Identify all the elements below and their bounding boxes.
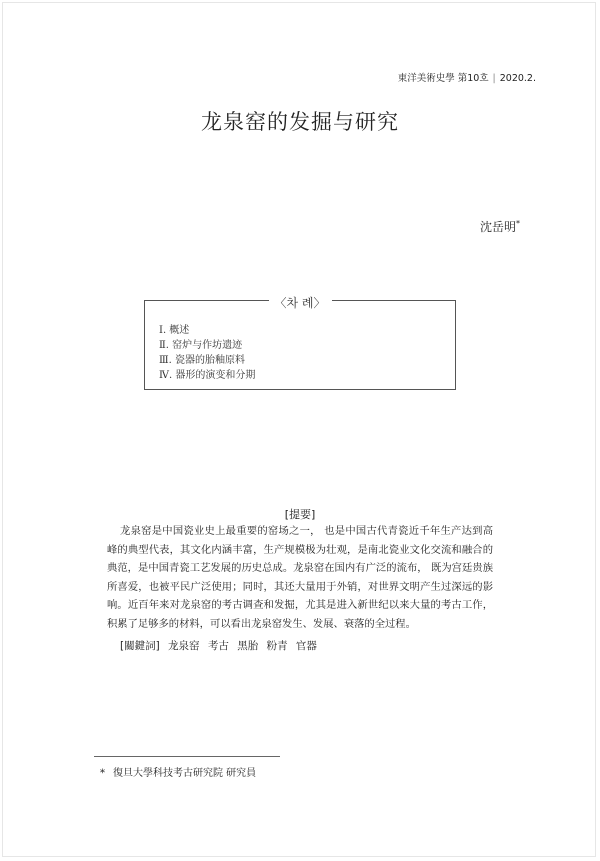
keyword-2: 考古 [207,640,229,652]
footnote-text: 復旦大學科技考古研究院 研究員 [113,768,257,779]
issue-date: 2020.2. [499,73,536,84]
footnote [100,764,256,779]
abstract-heading: [提要] [284,508,316,521]
keyword-5: 官器 [295,640,317,652]
toc-item-2: Ⅱ. 窑炉与作坊遗迹 [159,340,243,351]
issue-number: 第10호 [457,73,489,84]
footnote-mark: * [100,768,105,779]
author-name: 沈岳明 [479,220,516,234]
abstract-body: 龙泉窑是中国瓷业史上最重要的窑场之一， 也是中国古代青瓷近千年生产达到高峰的典型代表，其文化内涵丰富，生产规模极为壮观，是南北瓷业文化交流和融合的典范，是中国青瓷工艺发展的历史总成。龙泉窑在国内有广泛的流布， 既为宫廷贵族所喜爱，也被平民广泛使用；同时，其还大量用于外销，对世界文明产生过深远的影响。近百年来对龙泉窑的考古调查和发掘，尤其是进入新世纪以来大量的考古工作，积累了足够多的材料，可以看出龙泉窑发生、发展、衰落的全过程。 [107,525,493,630]
running-header [398,70,536,84]
keyword-3: 黑胎 [237,640,259,652]
author-footnote-mark: * [516,219,520,228]
toc-list [159,323,255,383]
toc-caption-wrap [145,292,455,311]
journal-name: 東洋美術史學 [397,73,455,84]
keyword-1: 龙泉窑 [168,640,200,652]
keywords [120,638,322,653]
article-title: 龙泉窑的发掘与研究 [201,110,399,134]
keyword-4: 粉青 [266,640,288,652]
footnote-divider [94,756,280,757]
toc-item-4: Ⅳ. 器形的演变和分期 [159,370,256,381]
keywords-label: [關鍵詞] [120,640,160,652]
header-separator: | [492,73,496,84]
author [480,218,520,235]
toc-caption: 〈차 례〉 [269,296,332,310]
toc-item-1: Ⅰ. 概述 [159,325,190,336]
toc-item-3: Ⅲ. 瓷器的胎釉原料 [159,355,246,366]
table-of-contents [144,296,456,390]
